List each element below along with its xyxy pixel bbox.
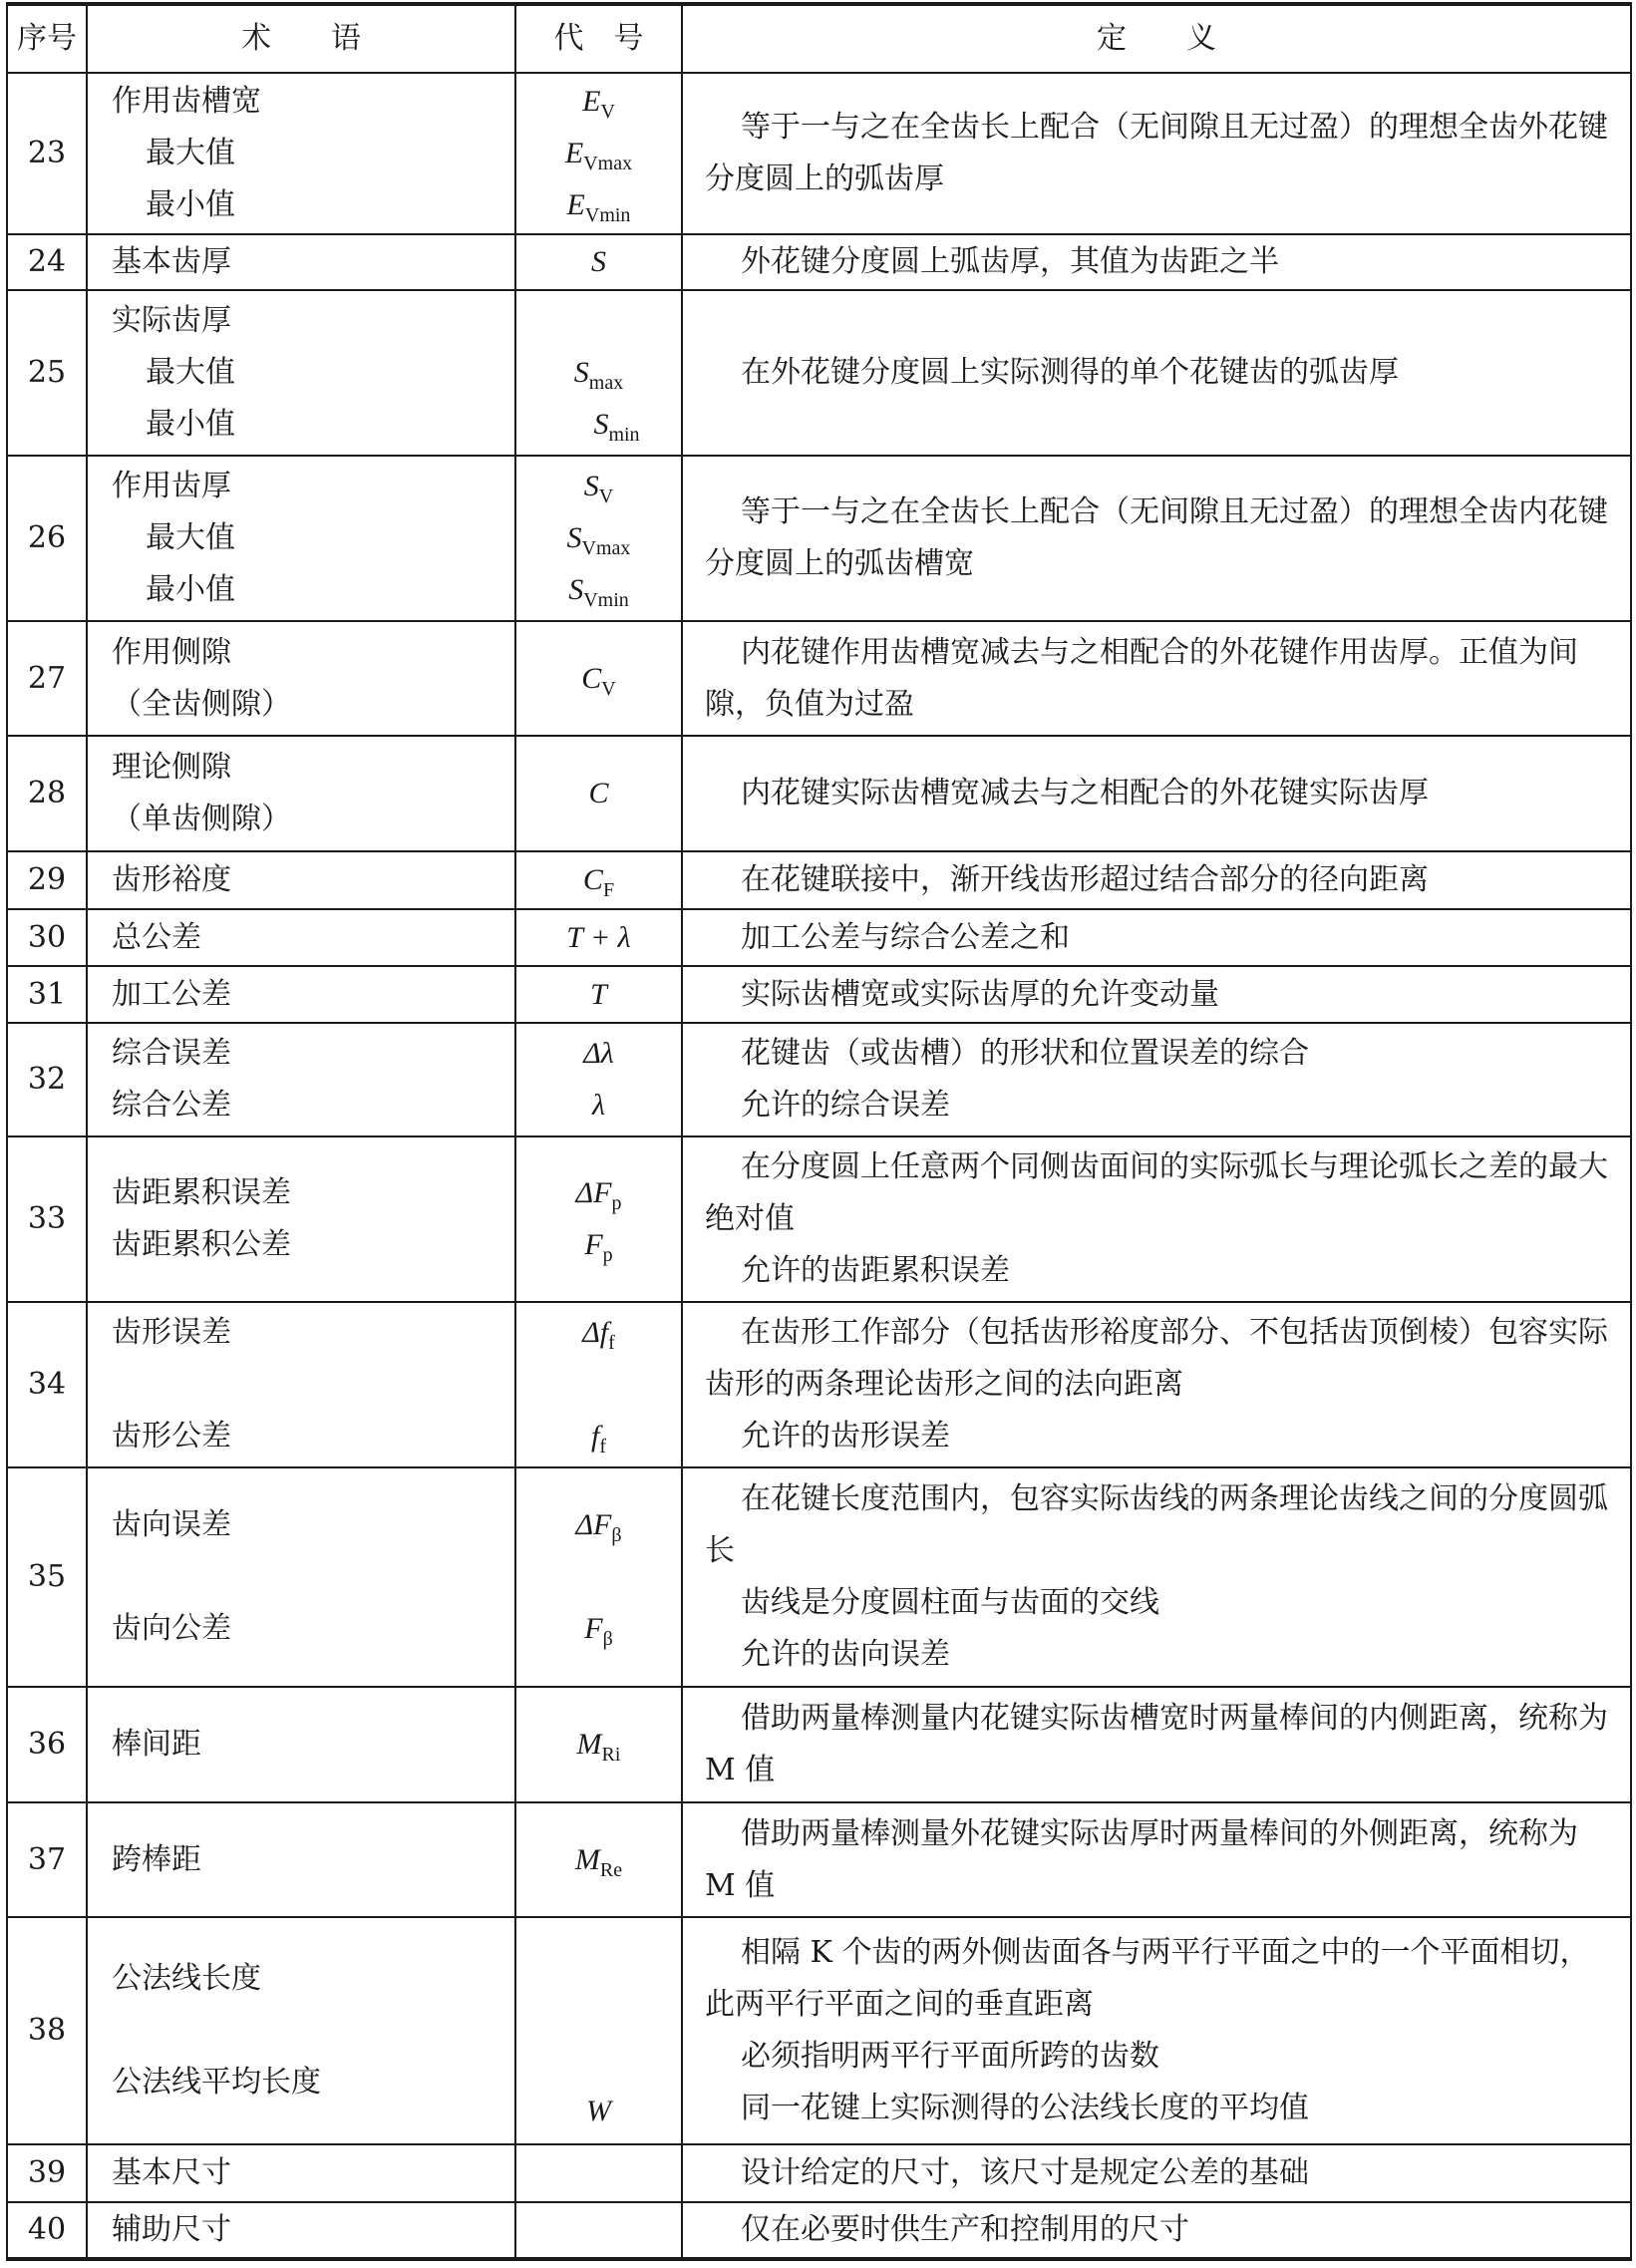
term-text: 齿向误差: [112, 1507, 231, 1542]
row-number: 24: [7, 234, 87, 290]
row-number: 34: [7, 1302, 87, 1467]
definition-text: 在外花键分度圆上实际测得的单个花键齿的弧齿厚: [741, 355, 1399, 390]
definition-cell: [682, 1023, 1631, 1136]
term-text: 最大值: [146, 355, 235, 390]
table-row: [7, 1917, 1631, 2144]
term-text: 最小值: [146, 572, 235, 607]
row-number: 26: [7, 456, 87, 621]
term-text: 最小值: [146, 407, 235, 442]
term-cell: [87, 1917, 515, 2144]
code-symbol: $S_{Vmin}$: [568, 573, 629, 611]
row-number: 29: [7, 851, 87, 909]
term-text: 辅助尺寸: [112, 2212, 231, 2247]
definition-text: 在齿形工作部分（包括齿形裕度部分、不包括齿顶倒棱）包容实际齿形的两条理论齿形之间的法向距离: [705, 1315, 1608, 1402]
definition-text: 仅在必要时供生产和控制用的尺寸: [741, 2212, 1189, 2247]
term-cell: [87, 1302, 515, 1467]
code-cell: [515, 736, 682, 851]
term-text: 齿距累积公差: [112, 1227, 291, 1262]
table-row: [7, 2202, 1631, 2259]
code-cell: [515, 909, 682, 966]
code-symbol: λ: [592, 1089, 605, 1122]
term-cell: [87, 2202, 515, 2259]
definition-text: 花键齿（或齿槽）的形状和位置误差的综合: [741, 1036, 1309, 1071]
definition-text: 齿线是分度圆柱面与齿面的交线: [741, 1585, 1159, 1620]
table-row: [7, 1687, 1631, 1802]
code-symbol: $S_V$: [583, 470, 614, 507]
table-row: [7, 736, 1631, 851]
definition-text: 在花键联接中，渐开线齿形超过结合部分的径向距离: [741, 862, 1429, 897]
term-cell: [87, 621, 515, 736]
definition-text: 内花键实际齿槽宽减去与之相配合的外花键实际齿厚: [741, 776, 1429, 810]
term-text: 最大值: [146, 520, 235, 555]
code-cell: [515, 1467, 682, 1687]
term-cell: [87, 909, 515, 966]
code-symbol: $\Delta F_p$: [575, 1176, 622, 1214]
definition-text: 等于一与之在全齿长上配合（无间隙且无过盈）的理想全齿内花键分度圆上的弧齿槽宽: [705, 494, 1608, 581]
code-symbol: T + λ: [566, 920, 631, 954]
term-text: 最小值: [146, 187, 235, 222]
row-number: 27: [7, 621, 87, 736]
row-number: 37: [7, 1802, 87, 1917]
definition-text: 必须指明两平行平面所跨的齿数: [741, 2039, 1159, 2074]
row-number: 31: [7, 966, 87, 1023]
code-symbol: T: [590, 977, 607, 1011]
term-text: （单齿侧隙）: [112, 802, 291, 836]
table-row: [7, 456, 1631, 621]
definition-cell: [682, 456, 1631, 621]
term-cell: [87, 736, 515, 851]
definition-text: 实际齿槽宽或实际齿厚的允许变动量: [741, 976, 1219, 1012]
term-cell: [87, 1023, 515, 1136]
definition-cell: [682, 73, 1631, 234]
term-text: 跨棒距: [112, 1841, 201, 1877]
definition-text: 借助两量棒测量内花键实际齿槽宽时两量棒间的内侧距离，统称为 M 值: [705, 1701, 1608, 1787]
row-number: 33: [7, 1136, 87, 1302]
row-number: 36: [7, 1687, 87, 1802]
code-cell: [515, 73, 682, 234]
code-symbol: $\Delta f_f$: [582, 1316, 615, 1354]
code-symbol: $E_V$: [582, 85, 615, 123]
definition-cell: [682, 1302, 1631, 1467]
code-symbol: $M_{Re}$: [574, 1842, 623, 1881]
definition-text: 借助两量棒测量外花键实际齿厚时两量棒间的外侧距离，统称为 M 值: [705, 1815, 1578, 1903]
definition-cell: [682, 736, 1631, 851]
definition-text: 在分度圆上任意两个同侧齿面间的实际弧长与理论弧长之差的最大绝对值: [705, 1149, 1608, 1236]
definition-cell: [682, 1136, 1631, 1302]
code-symbol: $f_f$: [590, 1420, 606, 1458]
term-text: 实际齿厚: [112, 303, 231, 338]
term-text: 公法线平均长度: [112, 2065, 321, 2100]
table-row: [7, 2144, 1631, 2202]
table-row: [7, 1302, 1631, 1467]
header-term: 术 语: [87, 4, 515, 73]
table-header-row: [7, 4, 1631, 73]
code-symbol: $C_V$: [581, 661, 616, 700]
term-cell: [87, 1802, 515, 1917]
definition-text: 允许的齿向误差: [741, 1637, 950, 1672]
term-cell: [87, 966, 515, 1023]
code-cell: [515, 1302, 682, 1467]
term-text: 基本尺寸: [112, 2155, 231, 2190]
code-cell: [515, 2202, 682, 2259]
term-cell: [87, 234, 515, 290]
code-symbol: $\Delta F_\beta$: [575, 1508, 622, 1546]
terminology-table-page: [6, 2, 1630, 2261]
code-cell: [515, 234, 682, 290]
table-row: [7, 966, 1631, 1023]
table-row: [7, 1467, 1631, 1687]
header-no: 序号: [7, 4, 87, 73]
term-text: 总公差: [112, 919, 201, 955]
code-cell: [515, 1687, 682, 1802]
row-number: 35: [7, 1467, 87, 1687]
definition-text: 相隔 K 个齿的两外侧齿面各与两平行平面之中的一个平面相切，此两平行平面之间的垂直距离: [705, 1935, 1590, 2022]
code-symbol: $S_{min}$: [593, 408, 640, 446]
term-text: 齿形公差: [112, 1419, 231, 1454]
table-row: [7, 1136, 1631, 1302]
table-row: [7, 621, 1631, 736]
definition-text: 允许的综合误差: [741, 1088, 950, 1123]
definition-cell: [682, 966, 1631, 1023]
table-row: [7, 1802, 1631, 1917]
code-symbol: $S_{max}$: [573, 356, 624, 394]
definition-cell: [682, 1917, 1631, 2144]
code-symbol: $S_{Vmax}$: [566, 521, 631, 559]
code-symbol: $M_{Ri}$: [576, 1728, 621, 1766]
code-cell: [515, 290, 682, 456]
term-text: 作用侧隙: [112, 634, 231, 670]
code-cell: [515, 966, 682, 1023]
row-number: 40: [7, 2202, 87, 2259]
term-cell: [87, 73, 515, 234]
term-cell: [87, 1687, 515, 1802]
header-code: 代 号: [515, 4, 682, 73]
table-row: [7, 73, 1631, 234]
code-cell: [515, 1023, 682, 1136]
term-text: 加工公差: [112, 976, 231, 1012]
code-cell: [515, 456, 682, 621]
row-number: 28: [7, 736, 87, 851]
term-cell: [87, 2144, 515, 2202]
definition-text: 允许的齿形误差: [741, 1419, 950, 1454]
code-symbol: $E_{Vmin}$: [566, 188, 631, 226]
term-text: 齿距累积误差: [112, 1175, 291, 1210]
term-text: 最大值: [146, 136, 235, 170]
term-text: （全齿侧隙）: [112, 686, 291, 722]
term-cell: [87, 1136, 515, 1302]
table-row: [7, 1023, 1631, 1136]
row-number: 38: [7, 1917, 87, 2144]
code-cell: [515, 2144, 682, 2202]
row-number: 23: [7, 73, 87, 234]
term-text: 理论侧隙: [112, 750, 231, 785]
term-text: 作用齿槽宽: [112, 84, 261, 119]
term-text: 齿形误差: [112, 1315, 231, 1350]
code-symbol: $E_{Vmax}$: [564, 137, 633, 174]
code-symbol: C: [588, 777, 609, 810]
term-cell: [87, 456, 515, 621]
term-cell: [87, 290, 515, 456]
term-text: 公法线长度: [112, 1961, 261, 1996]
table-row: [7, 290, 1631, 456]
definition-text: 等于一与之在全齿长上配合（无间隙且无过盈）的理想全齿外花键分度圆上的弧齿厚: [705, 110, 1608, 196]
row-number: 39: [7, 2144, 87, 2202]
table-row: [7, 234, 1631, 290]
code-symbol: $F_\beta$: [584, 1612, 613, 1650]
term-text: 综合公差: [112, 1088, 231, 1123]
table-row: [7, 909, 1631, 966]
definition-text: 在花键长度范围内，包容实际齿线的两条理论齿线之间的分度圆弧长: [705, 1481, 1608, 1568]
term-cell: [87, 1467, 515, 1687]
term-text: 基本齿厚: [112, 244, 231, 279]
definition-cell: [682, 290, 1631, 456]
code-symbol: Δλ: [583, 1037, 614, 1070]
row-number: 30: [7, 909, 87, 966]
code-cell: [515, 1136, 682, 1302]
definition-cell: [682, 851, 1631, 909]
table-row: [7, 851, 1631, 909]
term-text: 棒间距: [112, 1727, 201, 1762]
terminology-table: [6, 2, 1632, 2261]
term-text: 齿向公差: [112, 1611, 231, 1646]
definition-text: 允许的齿距累积误差: [741, 1253, 1010, 1288]
definition-cell: [682, 1467, 1631, 1687]
code-cell: [515, 621, 682, 736]
term-text: 综合误差: [112, 1036, 231, 1071]
definition-text: 同一花键上实际测得的公法线长度的平均值: [741, 2091, 1309, 2125]
header-definition: 定 义: [682, 4, 1631, 73]
row-number: 32: [7, 1023, 87, 1136]
term-text: 齿形裕度: [112, 862, 231, 897]
term-cell: [87, 851, 515, 909]
code-cell: [515, 851, 682, 909]
definition-cell: [682, 1802, 1631, 1917]
definition-cell: [682, 2144, 1631, 2202]
definition-text: 设计给定的尺寸，该尺寸是规定公差的基础: [741, 2155, 1309, 2190]
code-cell: [515, 1917, 682, 2144]
code-cell: [515, 1802, 682, 1917]
code-symbol: $C_F$: [582, 863, 615, 901]
term-text: 作用齿厚: [112, 469, 231, 503]
code-symbol: W: [586, 2095, 611, 2127]
definition-cell: [682, 909, 1631, 966]
definition-cell: [682, 1687, 1631, 1802]
definition-cell: [682, 2202, 1631, 2259]
code-symbol: S: [591, 245, 606, 278]
definition-cell: [682, 234, 1631, 290]
definition-cell: [682, 621, 1631, 736]
code-symbol: $F_p$: [584, 1228, 613, 1266]
definition-text: 加工公差与综合公差之和: [741, 919, 1070, 955]
row-number: 25: [7, 290, 87, 456]
definition-text: 外花键分度圆上弧齿厚，其值为齿距之半: [741, 244, 1279, 279]
definition-text: 内花键作用齿槽宽减去与之相配合的外花键作用齿厚。正值为间隙，负值为过盈: [705, 634, 1578, 722]
